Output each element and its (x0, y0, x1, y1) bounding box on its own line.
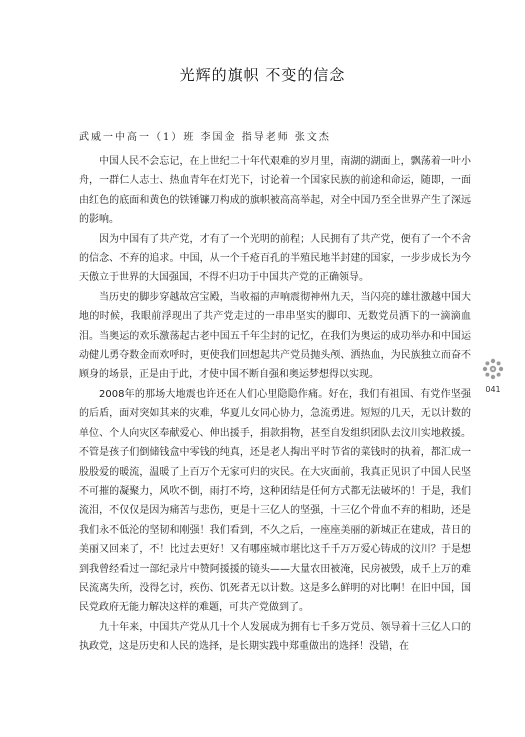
page-number: 041 (485, 385, 501, 394)
paragraph-1: 中国人民不会忘记，在上世纪二十年代艰难的岁月里，南湖的湖面上，飘荡着一叶小舟，一群仁人志士、热血青年在灯光下，讨论着一个国家民族的前途和命运，随即，一面由红色的底面和黄色的铁锤镰刀构成的旗帜被高高举起，对全中国乃至全世界产生了深远的影响。 (79, 156, 471, 226)
paragraph-5: 九十年来，中国共产党从几十个人发展成为拥有七千多万党员、领导着十三亿人口的执政党，这是历史和人民的选择，是长期实践中郑重做出的选择！没错，在 (79, 621, 471, 653)
article-title: 光辉的旗帜 不变的信念 (179, 66, 346, 84)
author-byline: 武威一中高一（1）班 李国金 指导老师 张文杰 (79, 132, 331, 143)
paragraph-4: 2008年的那场大地震也许还在人们心里隐隐作痛。好在，我们有祖国、有党作坚强的后盾，面对突如其来的灾难，华夏儿女同心协力，急流勇进。短短的几天，无以计数的单位、个人向灾区奉献爱心、伸出援手，捐款捐物，甚至自发组织团队去汶川实地救援。不管是孩子们倒储钱盒中零钱的纯真，还是老人掏出平时节省的菜钱时的执着，都汇成一股股爱的暖流，温暖了上百万个无家可归的灾民。在大灾面前，我真正见识了中国人民坚不可摧的凝聚力，风吹不倒，雨打不垮，这种团结是任何方式都无法破坏的！于是，我们流泪，不仅仅是因为痛苦与悲伤，更是十三亿人的坚强，十三亿个骨血不弃的相助，还是我们永不低沦的坚韧和刚强！我们看到，不久之后，一座座美丽的新城正在建成，昔日的美丽又回来了，不！比过去更好！又有哪座城市堪比这千千万万爱心铸成的汶川？于是想到我曾经看过一部纪录片中赞阿援援的镜头——大量农田被淹，民房被毁，成千上万的难民流离失所，没得乞讨，疾伤、饥死者无以计数。这是多么鲜明的对比啊！在旧中国，国民党政府无能力解决这样的难题，可共产党做到了。 (79, 388, 471, 614)
paragraph-3: 当历史的脚步穿越故宫宝殿，当收福的声响震彻神州九天，当闪亮的雄壮激越中国大地的时候，我眼前浮现出了共产党走过的一串串坚实的脚印、无数党员洒下的一滴滴血泪。当奥运的欢乐激荡起古老中国五千年尘封的记忆，在我们为奥运的成功举办和中国运动健儿勇夺数金而欢呼时，更使我们回想起共产党员抛头颅、洒热血，为民族独立而奋不顾身的场景，正是由于此，才使中国不断自强和奥运梦想得以实现。 (79, 291, 471, 381)
article-body (79, 152, 471, 657)
flower-ornament-icon (482, 358, 504, 380)
paragraph-2: 因为中国有了共产党，才有了一个光明的前程；人民拥有了共产党，便有了一个不舍的信念、不弃的追求。中国，从一个千疮百孔的半殖民地半封建的国家，一步步成长为今天傲立于世界的大国强国，不得不归功于中国共产党的正确领导。 (79, 233, 471, 284)
